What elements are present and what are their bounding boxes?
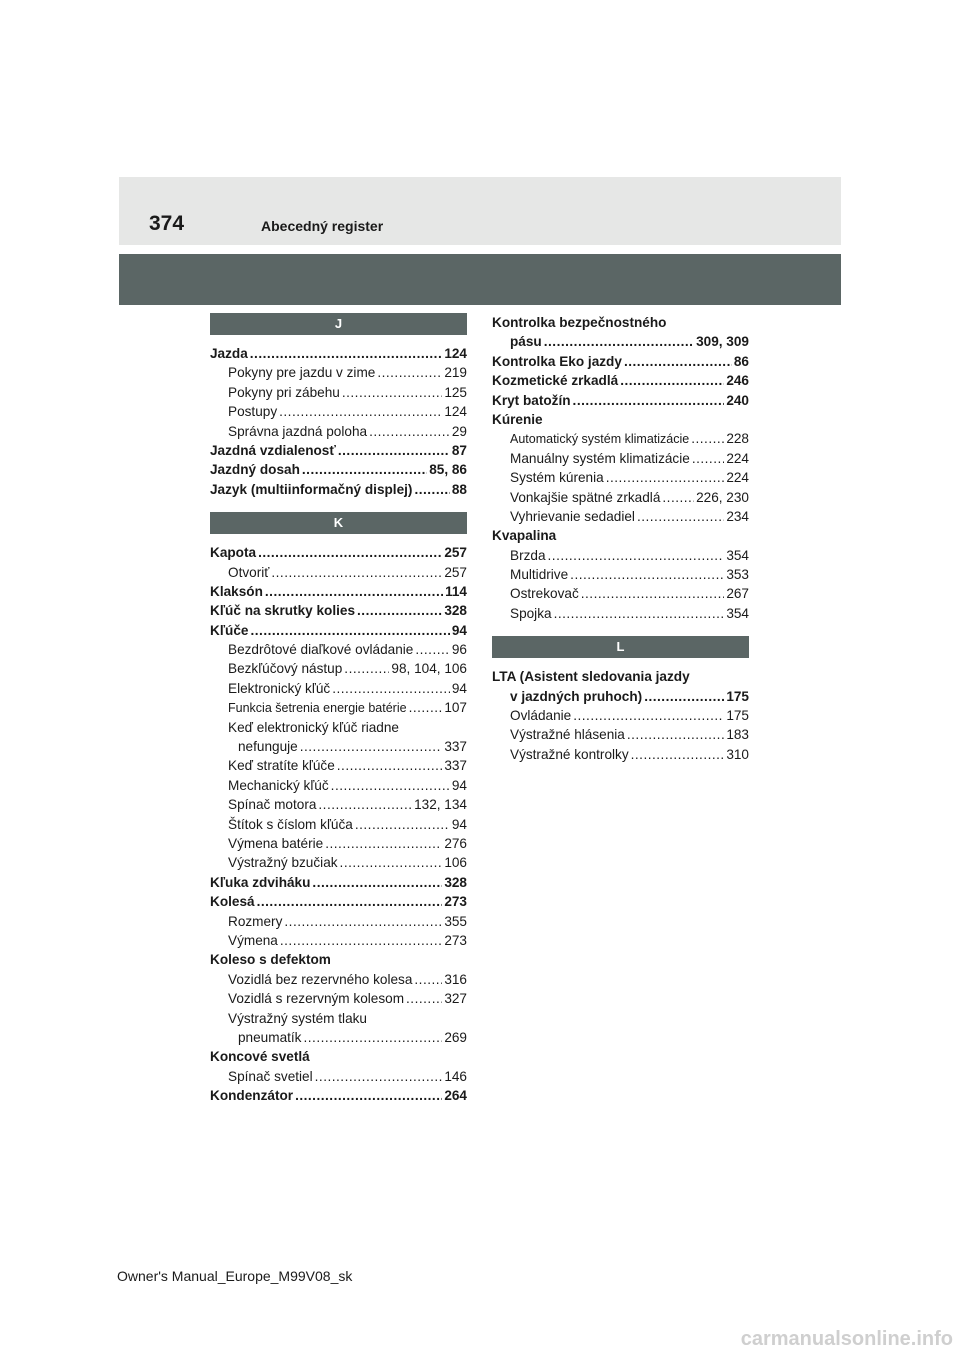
index-entry bbox=[210, 1028, 467, 1047]
entry-label: Spojka bbox=[510, 605, 552, 621]
index-entry bbox=[210, 931, 467, 950]
index-entry bbox=[210, 640, 467, 659]
entry-page-number: 226, 230 bbox=[696, 489, 749, 505]
leader-dots bbox=[409, 698, 443, 717]
entry-label: Systém kúrenia bbox=[510, 470, 604, 486]
entry-page-number: 257 bbox=[444, 545, 467, 561]
index-entry bbox=[492, 706, 749, 725]
index-heading: Kúrenie bbox=[492, 411, 543, 427]
section-title: Abecedný register bbox=[261, 218, 384, 234]
index-entry bbox=[492, 449, 749, 468]
entry-page-number: 246 bbox=[726, 373, 749, 389]
index-entry bbox=[492, 604, 749, 623]
index-entry bbox=[210, 912, 467, 931]
entry-label: Jazyk (multiinformačný displej) bbox=[210, 481, 413, 497]
leader-dots bbox=[337, 756, 443, 775]
entry-label: Výmena batérie bbox=[228, 835, 324, 851]
index-entry bbox=[210, 815, 467, 834]
leader-dots bbox=[357, 601, 442, 620]
entry-label: Keď stratíte kľúče bbox=[228, 758, 335, 774]
entry-label: Jazda bbox=[210, 346, 248, 361]
leader-dots bbox=[284, 912, 442, 931]
entry-page-number: 316 bbox=[444, 971, 467, 987]
index-entry bbox=[210, 756, 467, 775]
leader-dots bbox=[415, 640, 450, 659]
leader-dots bbox=[312, 873, 442, 892]
entry-label: Výstražné hlásenia bbox=[510, 727, 625, 743]
entry-label: Automatický systém klimatizácie bbox=[510, 432, 690, 447]
index-entry bbox=[492, 546, 749, 565]
leader-dots bbox=[406, 989, 442, 1008]
entry-page-number: 96 bbox=[451, 642, 467, 658]
leader-dots bbox=[271, 563, 442, 582]
leader-dots bbox=[302, 460, 427, 479]
header-dark-band bbox=[119, 254, 841, 305]
entry-page-number: 234 bbox=[726, 508, 749, 524]
index-entry bbox=[210, 344, 467, 363]
entry-page-number: 86 bbox=[733, 353, 749, 369]
index-entry bbox=[210, 989, 467, 1008]
leader-dots bbox=[331, 776, 450, 795]
entry-page-number: 273 bbox=[444, 932, 467, 948]
leader-dots bbox=[548, 546, 725, 565]
entry-label: Kontrolka Eko jazdy bbox=[492, 353, 622, 369]
entry-page-number: 88 bbox=[451, 481, 467, 497]
leader-dots bbox=[637, 507, 724, 526]
entry-page-number: 228 bbox=[726, 431, 749, 447]
entry-page-number: 310 bbox=[726, 746, 749, 762]
index-heading: Keď elektronický kľúč riadne bbox=[228, 719, 399, 735]
index-entry bbox=[492, 391, 749, 410]
entry-label: v jazdných pruhoch) bbox=[510, 688, 643, 704]
index-entry bbox=[492, 725, 749, 744]
index-entry bbox=[492, 468, 749, 487]
index-entry bbox=[210, 853, 467, 872]
entry-label: Jazdná vzdialenosť bbox=[210, 442, 336, 458]
entry-label: Bezdrôtové diaľkové ovládanie bbox=[228, 642, 414, 658]
index-entry bbox=[210, 480, 467, 499]
entry-label: Kondenzátor bbox=[210, 1088, 294, 1104]
spacer bbox=[210, 499, 467, 512]
index-entry bbox=[210, 1086, 467, 1105]
index-entry bbox=[210, 363, 467, 382]
entry-page-number: 273 bbox=[444, 894, 467, 910]
leader-dots bbox=[265, 582, 443, 601]
index-entry bbox=[210, 543, 467, 562]
entry-label: Kolesá bbox=[210, 894, 255, 910]
entry-page-number: 269 bbox=[444, 1029, 467, 1045]
entry-label: Kozmetické zrkadlá bbox=[492, 373, 619, 389]
leader-dots bbox=[627, 725, 724, 744]
leader-dots bbox=[620, 371, 724, 390]
letter-section-bar: K bbox=[210, 512, 467, 534]
entry-page-number: 328 bbox=[444, 874, 467, 890]
leader-dots bbox=[250, 344, 443, 363]
entry-label: pásu bbox=[510, 334, 542, 350]
index-entry bbox=[210, 601, 467, 620]
entry-page-number: 114 bbox=[445, 583, 467, 599]
leader-dots bbox=[315, 1067, 443, 1086]
entry-page-number: 94 bbox=[451, 680, 467, 696]
leader-dots bbox=[344, 659, 389, 678]
entry-page-number: 124 bbox=[444, 346, 467, 361]
entry-page-number: 175 bbox=[726, 688, 749, 704]
index-entry bbox=[492, 745, 749, 764]
leader-dots bbox=[414, 970, 442, 989]
entry-page-number: 337 bbox=[444, 758, 467, 774]
leader-dots bbox=[631, 745, 725, 764]
entry-label: Kľúče bbox=[210, 622, 249, 638]
index-entry bbox=[210, 834, 467, 853]
letter-section-bar: J bbox=[210, 313, 467, 335]
index-entry bbox=[210, 383, 467, 402]
index-entry bbox=[210, 402, 467, 421]
index-entry bbox=[210, 970, 467, 989]
index-entry bbox=[210, 422, 467, 441]
entry-label: Funkcia šetrenia energie batérie bbox=[228, 701, 407, 716]
index-entry bbox=[210, 441, 467, 460]
entry-label: Kľúč na skrutky kolies bbox=[210, 603, 356, 619]
leader-dots bbox=[691, 429, 724, 448]
leader-dots bbox=[303, 1028, 442, 1047]
entry-page-number: 29 bbox=[451, 423, 467, 439]
page-number: 374 bbox=[149, 212, 185, 235]
leader-dots bbox=[570, 565, 724, 584]
entry-label: Brzda bbox=[510, 547, 546, 563]
entry-label: Výstražný bzučiak bbox=[228, 855, 338, 871]
index-entry bbox=[210, 873, 467, 892]
entry-page-number: 124 bbox=[444, 404, 467, 420]
index-entry bbox=[492, 565, 749, 584]
leader-dots bbox=[257, 892, 443, 911]
entry-label: Elektronický kľúč bbox=[228, 680, 331, 696]
entry-label: Výmena bbox=[228, 932, 278, 948]
leader-dots bbox=[573, 391, 725, 410]
leader-dots bbox=[662, 488, 694, 507]
leader-dots bbox=[377, 363, 442, 382]
index-column-right bbox=[492, 313, 749, 764]
leader-dots bbox=[544, 332, 694, 351]
entry-label: Správna jazdná poloha bbox=[228, 423, 368, 439]
leader-dots bbox=[325, 834, 442, 853]
entry-label: Výstražné kontrolky bbox=[510, 746, 629, 762]
index-entry bbox=[210, 659, 467, 678]
leader-dots bbox=[332, 679, 450, 698]
leader-dots bbox=[342, 383, 442, 402]
leader-dots bbox=[554, 604, 725, 623]
entry-page-number: 355 bbox=[444, 913, 467, 929]
entry-page-number: 267 bbox=[726, 586, 749, 602]
entry-label: pneumatík bbox=[238, 1029, 302, 1045]
leader-dots bbox=[338, 441, 450, 460]
index-entry bbox=[492, 687, 749, 706]
index-entry bbox=[492, 332, 749, 351]
entry-page-number: 224 bbox=[726, 470, 749, 486]
index-heading: Kontrolka bezpečnostného bbox=[492, 315, 667, 330]
entry-label: Kľuka zdviháku bbox=[210, 874, 311, 890]
spacer bbox=[210, 534, 467, 543]
index-entry bbox=[492, 371, 749, 390]
entry-page-number: 327 bbox=[444, 991, 467, 1007]
leader-dots bbox=[258, 543, 442, 562]
entry-label: Pokyny pri zábehu bbox=[228, 384, 340, 400]
entry-label: Ovládanie bbox=[510, 708, 572, 724]
letter-section-bar: L bbox=[492, 636, 749, 658]
entry-page-number: 276 bbox=[444, 835, 467, 851]
leader-dots bbox=[369, 422, 450, 441]
entry-page-number: 132, 134 bbox=[414, 797, 467, 813]
entry-page-number: 264 bbox=[444, 1088, 467, 1104]
entry-page-number: 183 bbox=[726, 727, 749, 743]
index-heading: Koncové svetlá bbox=[210, 1049, 310, 1065]
entry-label: Bezkľúčový nástup bbox=[228, 661, 343, 677]
entry-page-number: 94 bbox=[451, 777, 467, 793]
entry-label: Pokyny pre jazdu v zime bbox=[228, 365, 376, 381]
leader-dots bbox=[250, 621, 449, 640]
entry-label: Vyhrievanie sedadiel bbox=[510, 508, 635, 524]
entry-label: Postupy bbox=[228, 404, 278, 420]
entry-page-number: 219 bbox=[444, 365, 467, 381]
entry-page-number: 257 bbox=[444, 564, 467, 580]
leader-dots bbox=[355, 815, 450, 834]
entry-page-number: 107 bbox=[444, 700, 467, 716]
index-entry bbox=[210, 563, 467, 582]
leader-dots bbox=[581, 584, 725, 603]
index-entry bbox=[210, 795, 467, 814]
entry-label: Rozmery bbox=[228, 913, 283, 929]
entry-page-number: 309, 309 bbox=[696, 334, 749, 350]
entry-page-number: 337 bbox=[444, 739, 467, 755]
index-heading: LTA (Asistent sledovania jazdy bbox=[492, 669, 690, 685]
index-column-left bbox=[210, 313, 467, 1105]
entry-label: Mechanický kľúč bbox=[228, 777, 329, 793]
index-heading: Výstražný systém tlaku bbox=[228, 1010, 367, 1026]
leader-dots bbox=[280, 931, 442, 950]
leader-dots bbox=[573, 706, 724, 725]
leader-dots bbox=[624, 352, 732, 371]
entry-page-number: 146 bbox=[444, 1068, 467, 1084]
footer-manual-id: Owner's Manual_Europe_M99V08_sk bbox=[117, 1268, 353, 1284]
index-entry bbox=[492, 584, 749, 603]
header-top-band bbox=[119, 177, 841, 245]
entry-page-number: 125 bbox=[444, 384, 467, 400]
entry-label: Spínač svetiel bbox=[228, 1068, 313, 1084]
leader-dots bbox=[318, 795, 412, 814]
index-entry bbox=[210, 776, 467, 795]
index-heading: Koleso s defektom bbox=[210, 952, 331, 968]
entry-page-number: 353 bbox=[726, 567, 749, 583]
entry-page-number: 106 bbox=[444, 855, 467, 871]
index-entry bbox=[210, 737, 467, 756]
entry-label: Ostrekovač bbox=[510, 586, 579, 602]
entry-page-number: 98, 104, 106 bbox=[391, 661, 467, 677]
index-entry bbox=[210, 621, 467, 640]
leader-dots bbox=[606, 468, 725, 487]
entry-label: Spínač motora bbox=[228, 797, 317, 813]
spacer bbox=[210, 335, 467, 344]
entry-page-number: 94 bbox=[451, 816, 467, 832]
watermark: carmanualsonline.info bbox=[740, 1328, 953, 1350]
entry-label: Jazdný dosah bbox=[210, 462, 300, 478]
entry-label: Vozidlá bez rezervného kolesa bbox=[228, 971, 413, 987]
index-entry bbox=[492, 352, 749, 371]
entry-page-number: 354 bbox=[726, 547, 749, 563]
entry-label: Klaksón bbox=[210, 583, 263, 599]
index-entry bbox=[210, 1067, 467, 1086]
index-heading: Kvapalina bbox=[492, 528, 557, 544]
entry-label: Manuálny systém klimatizácie bbox=[510, 450, 690, 466]
leader-dots bbox=[295, 1086, 442, 1105]
entry-page-number: 328 bbox=[444, 603, 467, 619]
entry-label: Otvoriť bbox=[228, 564, 270, 580]
entry-label: Kapota bbox=[210, 545, 257, 561]
entry-page-number: 354 bbox=[726, 605, 749, 621]
spacer bbox=[492, 658, 749, 667]
entry-label: Multidrive bbox=[510, 567, 569, 583]
entry-page-number: 85, 86 bbox=[429, 462, 467, 478]
index-entry bbox=[492, 429, 749, 448]
index-entry bbox=[210, 582, 467, 601]
entry-label: Vonkajšie spätné zrkadlá bbox=[510, 489, 661, 505]
leader-dots bbox=[414, 480, 449, 499]
leader-dots bbox=[644, 687, 724, 706]
index-entry bbox=[210, 460, 467, 479]
entry-page-number: 94 bbox=[451, 622, 467, 638]
entry-page-number: 87 bbox=[451, 442, 467, 458]
entry-page-number: 240 bbox=[726, 392, 749, 408]
index-entry bbox=[210, 892, 467, 911]
entry-page-number: 224 bbox=[726, 450, 749, 466]
entry-label: Vozidlá s rezervným kolesom bbox=[228, 991, 405, 1007]
leader-dots bbox=[692, 449, 725, 468]
entry-label: Štítok s číslom kľúča bbox=[228, 816, 353, 832]
leader-dots bbox=[279, 402, 442, 421]
entry-label: Kryt batožín bbox=[492, 392, 571, 408]
index-entry bbox=[210, 698, 467, 717]
leader-dots bbox=[300, 737, 443, 756]
entry-label: nefunguje bbox=[238, 739, 298, 755]
index-entry bbox=[210, 679, 467, 698]
entry-page-number: 175 bbox=[726, 708, 749, 724]
index-entry bbox=[492, 488, 749, 507]
spacer bbox=[492, 623, 749, 636]
index-entry bbox=[492, 507, 749, 526]
leader-dots bbox=[340, 853, 443, 872]
